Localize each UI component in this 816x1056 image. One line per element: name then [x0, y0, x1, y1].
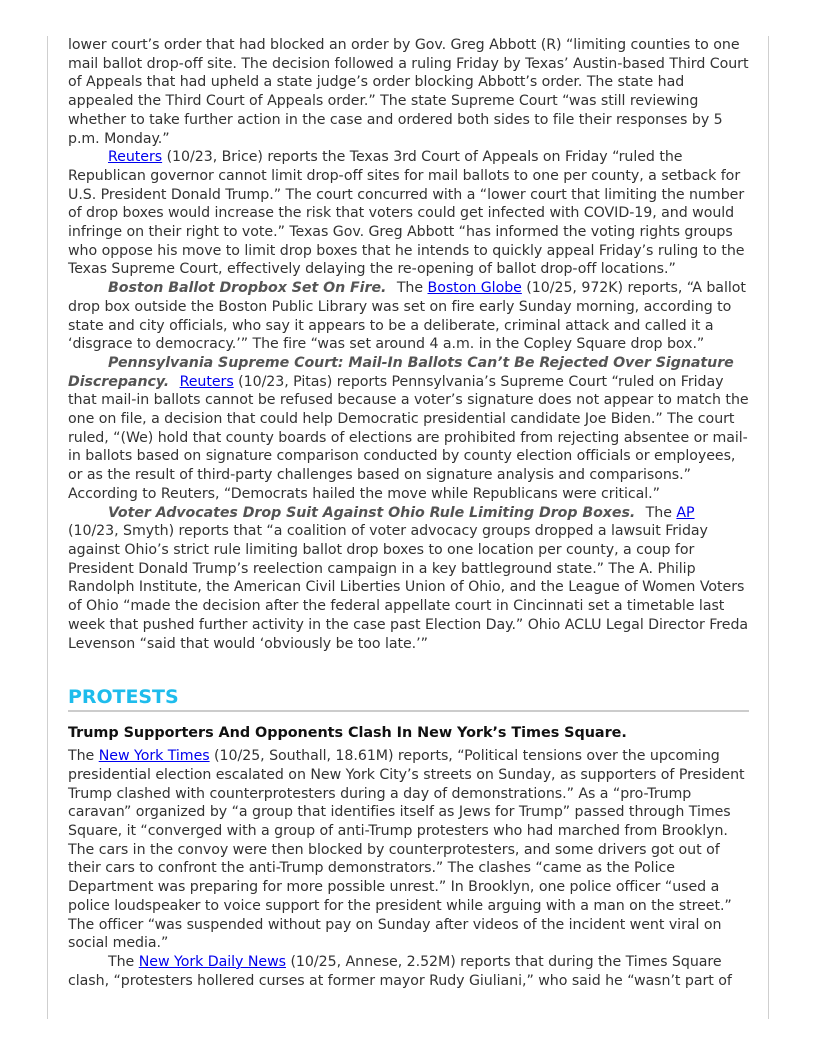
- paragraph-text: (10/25, 972K) reports, “A ballot drop box outside the Boston Public Library was set on fire early Sunday morning, according to state and city officials, who say it appears to be a deliberate, criminal attack and called it a ‘disgrace to democracy.’” The fire “was set around 4 a.m. in the Copley Square drop box.”: [68, 280, 746, 353]
- story-headline: Pennsylvania Supreme Court: Mail-In Ballots Can’t Be Rejected Over Signature Discrepancy.: [68, 354, 734, 390]
- article-paragraph: [68, 148, 749, 279]
- paragraph-text: (10/23, Pitas) reports Pennsylvania’s Supreme Court “ruled on Friday that mail-in ballots cannot be refused because a voter’s signature does not appear to match the one on file, a decision that could help Democratic presidential candidate Joe Biden.” The court ruled, “(We) hold that county boards of elections are prohibited from rejecting absentee or mail-in ballots based on signature comparison conducted by county election officials or employees, or as the result of third-party challenges based on signature analysis and comparisons.” According to Reuters, “Democrats hailed the move while Republicans were critical.”: [68, 373, 749, 502]
- newsletter-body: [68, 36, 749, 990]
- source-link-reuters[interactable]: Reuters: [179, 373, 234, 390]
- page-border-left: [47, 36, 48, 1019]
- story-headline: Trump Supporters And Opponents Clash In New York’s Times Square.: [68, 725, 627, 742]
- article-paragraph: [68, 279, 749, 354]
- article-paragraph: [68, 36, 749, 148]
- article-paragraph: [68, 953, 749, 990]
- paragraph-text: (10/25, Southall, 18.61M) reports, “Political tensions over the upcoming presidential election escalated on New York City’s streets on Sunday, as supporters of President Trump clashed with counterprotesters during a day of demonstrations.” As a “pro-Trump caravan” organized by “a group that identifies itself as Jews for Trump” passed through Times Square, it “converged with a group of anti-Trump protesters who had marched from Brooklyn. The cars in the convoy were then blocked by counterprotesters, and some drivers got out of their cars to confront the anti-Trump demonstrators.” The clashes “came as the Police Department was preparing for more possible unrest.” In Brooklyn, one police officer “used a police loudspeaker to voice support for the president while arguing with a man on the street.” The officer “was suspended without pay on Sunday after videos of the incident went viral on social media.”: [68, 748, 745, 952]
- page-border-right: [768, 36, 769, 1019]
- source-link-reuters[interactable]: Reuters: [108, 149, 163, 166]
- source-link-boston-globe[interactable]: Boston Globe: [427, 280, 522, 297]
- article-paragraph: [68, 504, 749, 654]
- paragraph-text: The: [68, 748, 99, 765]
- story-headline: Voter Advocates Drop Suit Against Ohio Rule Limiting Drop Boxes.: [108, 504, 636, 521]
- article-paragraph: [68, 354, 749, 504]
- paragraph-text: (10/23, Brice) reports the Texas 3rd Court of Appeals on Friday “ruled the Republican governor cannot limit drop-off sites for mail ballots to one per county, a setback for U.S. President Donald Trump.” The court concurred with a “lower court that limiting the number of drop boxes would increase the risk that voters could get infected with COVID-19, and would infringe on their right to vote.” Texas Gov. Greg Abbott “has informed the voting rights groups who oppose his move to limit drop boxes that he intends to quickly appeal Friday’s ruling to the Texas Supreme Court, effectively delaying the re-opening of ballot drop-off locations.”: [68, 149, 745, 278]
- paragraph-text: (10/23, Smyth) reports that “a coalition of voter advocacy groups dropped a lawsuit Friday against Ohio’s strict rule limiting ballot drop boxes to one location per county, a coup for President Donald Trump’s reelection campaign in a key battleground state.” The A. Philip Randolph Institute, the American Civil Liberties Union of Ohio, and the League of Women Voters of Ohio “made the decision after the federal appellate court in Cincinnati set a timetable last week that pushed further activity in the case past Election Day.” Ohio ACLU Legal Director Freda Levenson “said that would ‘obviously be too late.’”: [68, 523, 749, 652]
- source-link-new-york-times[interactable]: New York Times: [98, 748, 210, 765]
- article-paragraph: [68, 747, 749, 953]
- paragraph-text: (10/25, Annese, 2.52M) reports that during the Times Square clash, “protesters hollered curses at former mayor Rudy Giuliani,” who said he “wasn’t part of: [68, 953, 732, 989]
- paragraph-text: The: [641, 504, 677, 521]
- story-headline: Boston Ballot Dropbox Set On Fire.: [108, 280, 387, 297]
- paragraph-text: The: [392, 280, 428, 297]
- paragraph-text: The: [108, 953, 139, 970]
- paragraph-text: lower court’s order that had blocked an order by Gov. Greg Abbott (R) “limiting counties to one mail ballot drop-off site. The decision followed a ruling Friday by Texas’ Austin-based Third Court of Appeals that had upheld a state judge’s order blocking Abbott’s order. The state had appealed the Third Court of Appeals order.” The state Supreme Court “was still reviewing whether to take further action in the case and ordered both sides to file their responses by 5 p.m. Monday.”: [68, 37, 749, 147]
- source-link-new-york-daily-news[interactable]: New York Daily News: [138, 953, 286, 970]
- section-heading-protests: PROTESTS: [68, 685, 749, 712]
- source-link-ap[interactable]: AP: [676, 504, 695, 521]
